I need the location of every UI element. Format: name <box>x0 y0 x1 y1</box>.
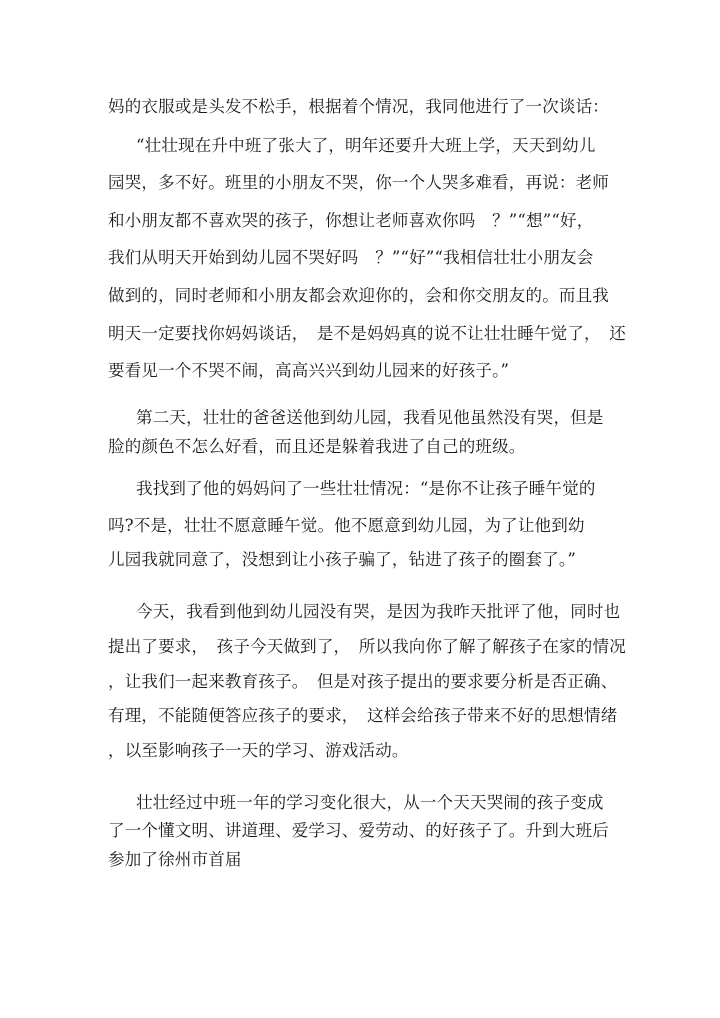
text-line-20: 了一个懂文明、讲道理、爱学习、爱劳动、的好孩子了。升到大班后 <box>108 821 609 840</box>
text-line-13: 儿园我就同意了，没想到让小孩子骗了，钻进了孩子的圈套了。” <box>108 550 576 569</box>
text-line-18: ，以至影响孩子一天的学习、游戏活动。 <box>108 741 409 760</box>
text-line-9: 第二天，壮壮的爸爸送他到幼儿园，我看见他虽然没有哭，但是 <box>136 408 604 427</box>
text-line-16: ，让我们一起来教育孩子。 但是对孩子提出的要求要分析是否正确、 <box>108 672 618 691</box>
text-line-3: 园哭，多不好。班里的小朋友不哭，你一个人哭多难看，再说：老师 <box>108 173 609 192</box>
text-line-5: 我们从明天开始到幼儿园不哭好吗 ？”“好”“我相信壮壮小朋友会 <box>108 248 594 267</box>
text-line-12: 吗?不是，壮壮不愿意睡午觉。他不愿意到幼儿园，为了让他到幼 <box>108 516 585 535</box>
text-line-21: 参加了徐州市首届 <box>108 850 242 869</box>
text-line-14: 今天，我看到他到幼儿园没有哭，是因为我昨天批评了他，同时也 <box>136 602 621 621</box>
text-line-17: 有理，不能随便答应孩子的要求， 这样会给孩子带来不好的思想情绪 <box>108 706 618 725</box>
text-line-6: 做到的，同时老师和小朋友都会欢迎你的，会和你交朋友的。而且我 <box>108 286 609 305</box>
text-line-19: 壮壮经过中班一年的学习变化很大，从一个天天哭闹的孩子变成 <box>136 793 604 812</box>
text-line-2: “壮壮现在升中班了张大了，明年还要升大班上学，天天到幼儿 <box>136 136 596 155</box>
text-line-10: 脸的颜色不怎么好看，而且还是躲着我进了自己的班级。 <box>108 437 526 456</box>
text-line-1: 妈的衣服或是头发不松手，根据着个情况，我同他进行了一次谈话： <box>108 97 609 116</box>
text-line-4: 和小朋友都不喜欢哭的孩子，你想让老师喜欢你吗 ？”“想”“好， <box>108 211 594 230</box>
text-line-15: 提出了要求， 孩子今天做到了， 所以我向你了解了解孩子在家的情况 <box>108 637 626 656</box>
text-line-7: 明天一定要找你妈妈谈话， 是不是妈妈真的说不让壮壮睡午觉了， 还 <box>108 324 626 343</box>
text-line-11: 我找到了他的妈妈问了一些壮壮情况：“是你不让孩子睡午觉的 <box>136 479 596 498</box>
text-line-8: 要看见一个不哭不闹，高高兴兴到幼儿园来的好孩子。” <box>108 361 510 380</box>
